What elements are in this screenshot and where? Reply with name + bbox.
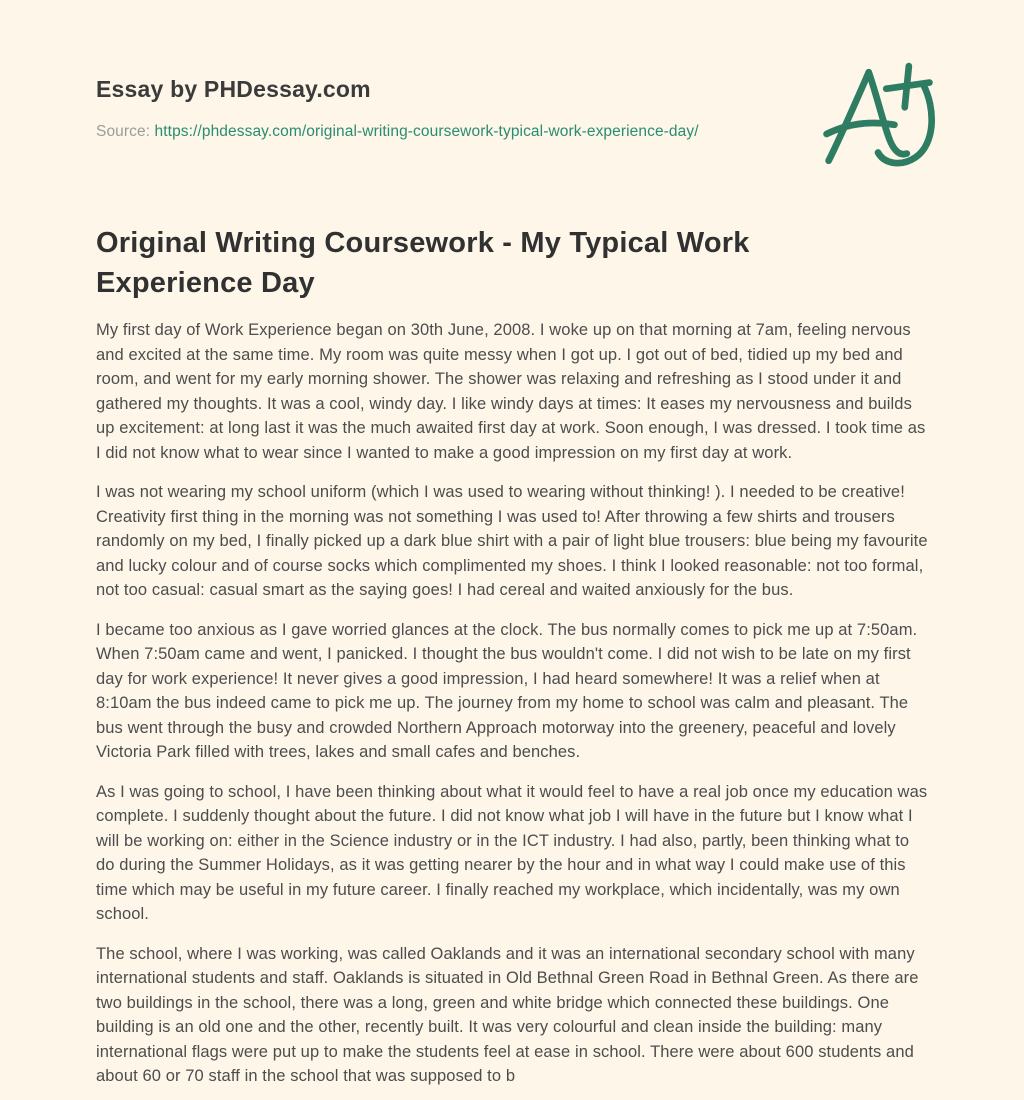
essay-paragraph-2: I was not wearing my school uniform (which I was used to wearing without thinking! ). I needed to be creative! Creativity first thing in the morning was not something I was used to! After throwing a few shirts and trousers randomly on my bed, I finally picked up a dark blue shirt with a pair of light blue trousers: blue being my favourite and lucky colour and of course socks which complimented my shoes. I think I looked reasonable: not too formal, not too casual: casual smart as the saying goes! I had cereal and waited anxiously for the bus. xyxy=(96,483,928,599)
essay-paragraph-1: My first day of Work Experience began on 30th June, 2008. I woke up on that morning at 7am, feeling nervous and excited at the same time. My room was quite messy when I got up. I got out of bed, tidied up my bed and room, and went for my early morning shower. The shower was relaxing and refreshing as I stood under it and gathered my thoughts. It was a cool, windy day. I like windy days at times: It eases my nervousness and builds up excitement: at long last it was the much awaited first day at work. Soon enough, I was dressed. I took time as I did not know what to wear since I wanted to make a good impression on my first day at work. xyxy=(96,321,926,462)
essay-body xyxy=(96,318,928,1089)
source-label: Source: xyxy=(96,123,151,140)
essay-title: Original Writing Coursework - My Typical Work Experience Day xyxy=(96,227,750,299)
essay-paragraph-3: I became too anxious as I gave worried glances at the clock. The bus normally comes to pick me up at 7:50am. When 7:50am came and went, I panicked. I thought the bus wouldn't come. I did not wish to be late on my first day for work experience! It never gives a good impression, I had heard somewhere! It was a relief when at 8:10am the bus indeed came to pick me up. The journey from my home to school was calm and pleasant. The bus went through the busy and crowded Northern Approach motorway into the greenery, peaceful and lovely Victoria Park filled with trees, lakes and small cafes and benches. xyxy=(96,620,918,761)
source-line xyxy=(96,123,928,141)
source-url-link[interactable]: https://phdessay.com/original-writing-coursework-typical-work-experience-day/ xyxy=(154,123,699,140)
essay-paragraph-4: As I was going to school, I have been thinking about what it would feel to have a real job once my education was complete. I suddenly thought about the future. I did not know what job I will have in the future but I know what I will be working on: either in the Science industry or in the ICT industry. I had also, partly, been thinking what to do during the Summer Holidays, as it was getting nearer by the hour and in what way I could make use of this time which may be useful in my future career. I finally reached my workplace, which incidentally, was my own school. xyxy=(96,782,928,923)
page-header xyxy=(96,76,928,141)
essay-paragraph-5: The school, where I was working, was called Oaklands and it was an international secondary school with many international students and staff. Oaklands is situated in Old Bethnal Green Road in Bethnal Green. As there are two buildings in the school, there was a long, green and white bridge which connected these buildings. One building is an old one and the other, recently built. It was very colourful and clean inside the building: many international flags were put up to make the students feel at ease in school. There were about 600 students and about 60 or 70 staff in the school that was supposed to b xyxy=(96,944,919,1085)
site-byline: Essay by PHDessay.com xyxy=(96,76,371,102)
phdessay-a-plus-logo-icon xyxy=(816,62,940,170)
